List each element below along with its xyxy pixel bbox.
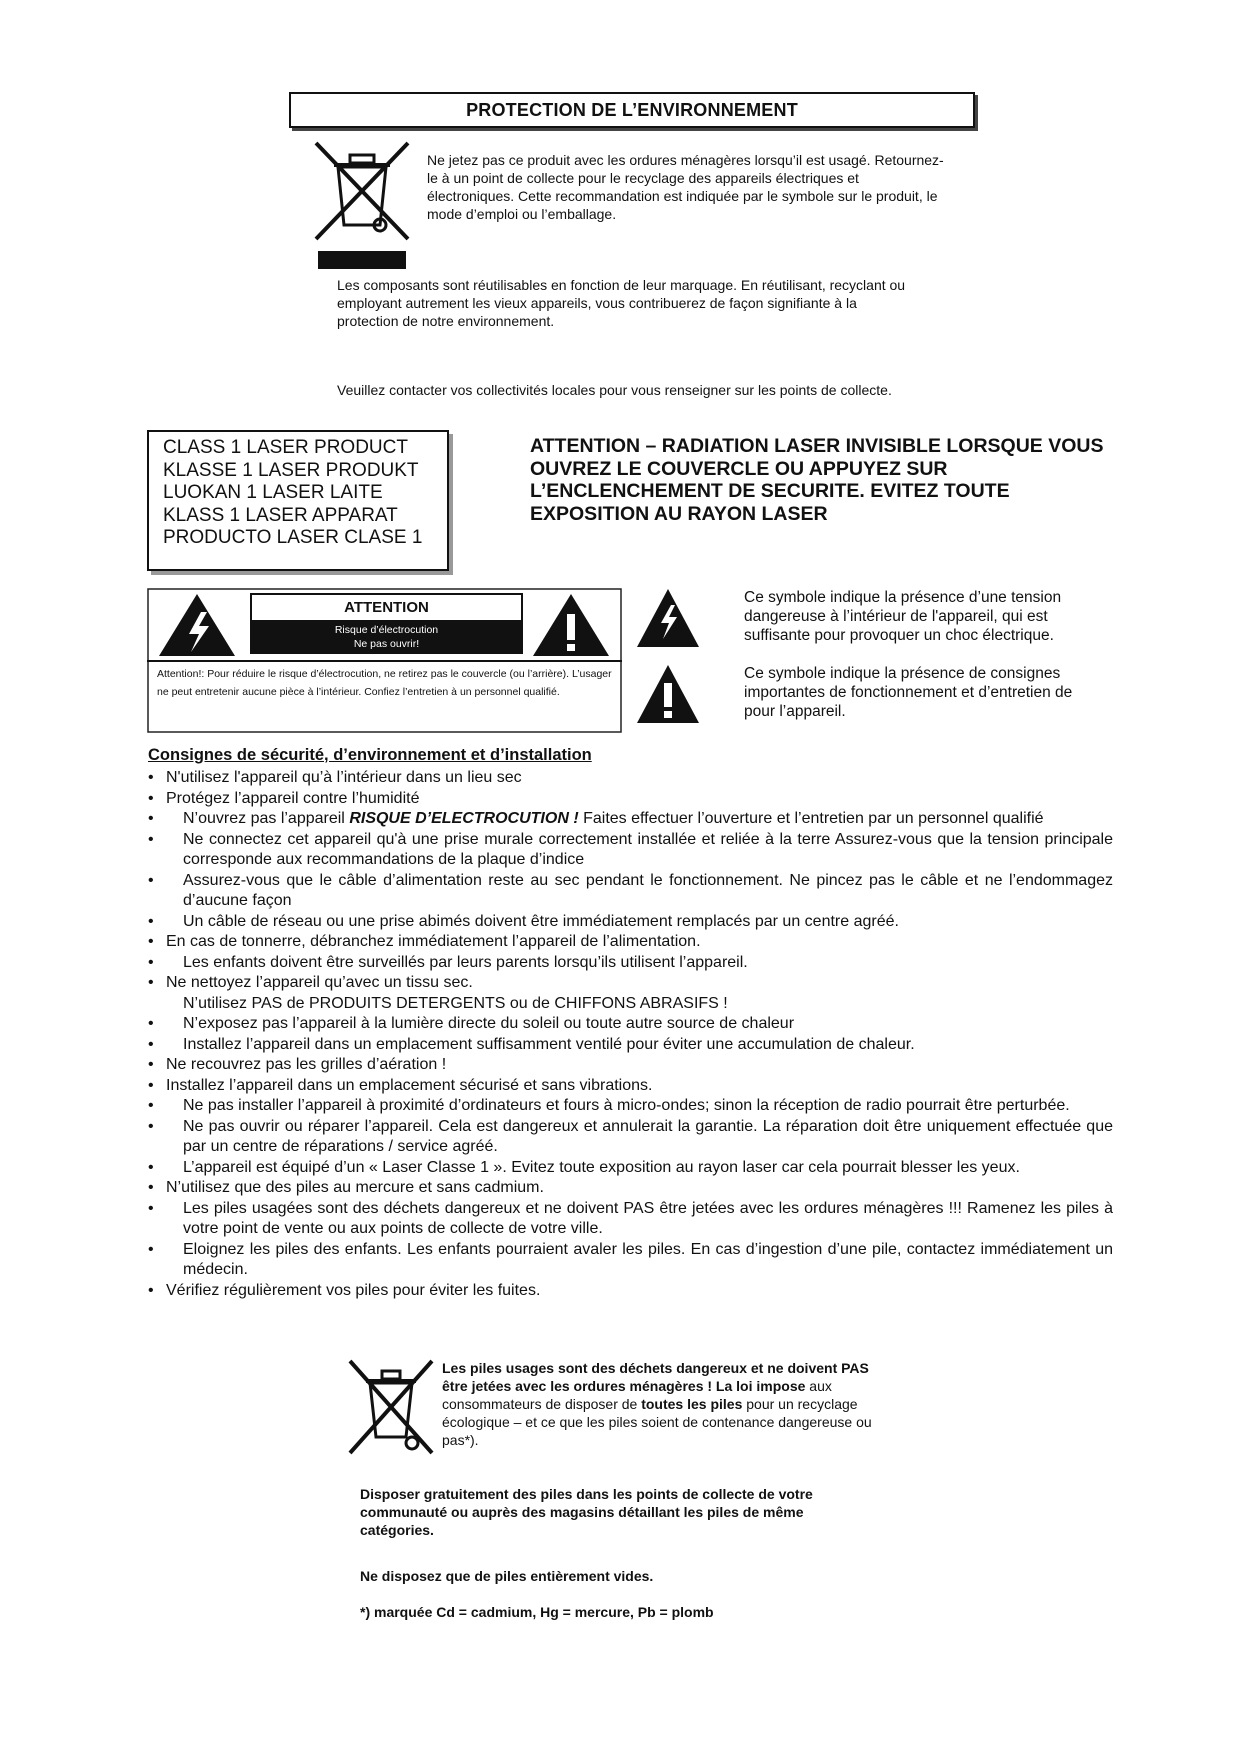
list-item: • Ne recouvrez pas les grilles d’aération ! — [148, 1055, 1113, 1076]
list-item: • N’ouvrez pas l’appareil RISQUE D’ELECTROCUTION ! Faites effectuer l’ouverture et l’entretien par un personnel qualifié — [148, 810, 1044, 827]
battery-normal-1: aux consommateurs de disposer de — [442, 1378, 832, 1412]
list-item-text: N’exposez pas l’appareil à la lumière directe du soleil ou toute autre source de chaleur — [183, 1015, 795, 1032]
divider — [147, 660, 622, 662]
list-item: • Les piles usagées sont des déchets dangereux et ne doivent PAS être jetées avec les ordures ménagères !!! Ramenez les piles à votre point de vente ou aux points de collecte de votre ville. — [148, 1199, 1113, 1240]
laser-line: PRODUCTO LASER CLASE 1 — [163, 527, 423, 548]
list-item-text: Les enfants doivent être surveillés par leurs parents lorsqu’ils utilisent l’appareil. — [183, 953, 748, 971]
list-item: • L’appareil est équipé d’un « Laser Classe 1 ». Evitez toute exposition au rayon laser car cela pourrait blesser les yeux. — [148, 1158, 1113, 1179]
list-item: • Vérifiez régulièrement vos piles pour éviter les fuites. — [148, 1281, 1113, 1302]
lightning-warning-icon — [637, 589, 699, 647]
list-item-text: Faites effectuer l’ouverture et l’entretien par un personnel qualifié — [583, 810, 1044, 827]
list-item: • Les enfants doivent être surveillés par leurs parents lorsqu’ils utilisent l’appareil. — [148, 953, 1113, 974]
list-item-text: Ne nettoyez l’appareil qu’avec un tissu sec. — [166, 974, 473, 991]
list-item-text: Les piles usagées sont des déchets dangereux et ne doivent PAS être jetées avec les ordures ménagères !!! Ramenez les piles à votre point de vente ou aux points de collecte de votre ville. — [183, 1199, 1113, 1237]
list-item-text: Ne pas installer l’appareil à proximité d’ordinateurs et fours à micro-ondes; sinon la réception de radio pourrait être perturbée. — [183, 1097, 1070, 1114]
list-item-text: Installez l’appareil dans un emplacement suffisamment ventilé pour éviter une accumulation de chaleur. — [183, 1035, 915, 1053]
list-item-text: N’utilisez que des piles au mercure et sans cadmium. — [166, 1179, 544, 1196]
list-item-text: Ne connectez cet appareil qu'à une prise murale correctement installée et reliée à la terre Assurez-vous que la tension principale corresponde aux recommandations de la plaque d’indice — [183, 830, 1113, 868]
exclamation-symbol-text: Ce symbole indique la présence de consignes importantes de fonctionnement et d’entretien de pour l’appareil. — [744, 665, 1073, 720]
list-item-text: En cas de tonnerre, débranchez immédiatement l’appareil de l’alimentation. — [166, 933, 701, 950]
black-bar — [318, 251, 406, 269]
battery-footnote-2: Ne disposez que de piles entièrement vides. — [360, 1568, 654, 1584]
laser-warning: ATTENTION – RADIATION LASER INVISIBLE LORSQUE VOUS OUVREZ LE COUVERCLE OU APPUYEZ SUR L’ENCLENCHEMENT DE SECURITE. EVITEZ TOUTE EXPOSITION AU RAYON LASER — [530, 435, 1104, 525]
list-item: • Assurez-vous que le câble d’alimentation reste au sec pendant le fonctionnement. Ne pincez pas le câble et ne l’endommagez d’aucune façon — [148, 871, 1113, 912]
list-item: • Installez l’appareil dans un emplacement sécurisé et sans vibrations. — [148, 1076, 1113, 1097]
laser-line: LUOKAN 1 LASER LAITE — [163, 482, 383, 503]
environment-paragraph-1: Ne jetez pas ce produit avec les ordures ménagères lorsqu’il est usagé. Retournez-le à un point de collecte pour le recyclage des appareils électriques et électroniques. Cette recommandation est indiquée par le symbole sur le produit, le mode d’emploi ou l’emballage. — [427, 152, 944, 222]
list-item-text: Assurez-vous que le câble d’alimentation reste au sec pendant le fonctionnement. Ne pincez pas le câble et ne l’endommagez d’aucune façon — [183, 871, 1113, 909]
list-item-continuation — [148, 994, 1113, 1015]
attention-small-text: Attention!: Pour réduire le risque d’électrocution, ne retirez pas le couvercle (ou l’arrière). L’usager ne peut entretenir aucune pièce à l’intérieur. Confiez l’entretien à un personnel qualifié. — [157, 668, 612, 698]
list-item: • Protégez l’appareil contre l’humidité — [148, 789, 1113, 810]
list-item-text: Installez l’appareil dans un emplacement sécurisé et sans vibrations. — [166, 1076, 653, 1094]
list-item-text: N'utilisez l'appareil qu’à l’intérieur dans un lieu sec — [166, 769, 522, 786]
list-item-text: N’utilisez PAS de PRODUITS DETERGENTS ou de CHIFFONS ABRASIFS ! — [183, 994, 728, 1012]
battery-crossed-bin-icon — [346, 1357, 436, 1457]
list-item: • N'utilisez l'appareil qu’à l’intérieur dans un lieu sec — [148, 768, 1113, 789]
list-item-emphasis: RISQUE D’ELECTROCUTION ! — [349, 810, 579, 827]
list-item-text: Un câble de réseau ou une prise abimés doivent être immédiatement remplacés par un centre agréé. — [183, 912, 899, 930]
list-item-text: Protégez l’appareil contre l’humidité — [166, 789, 420, 807]
battery-footnote-3: *) marquée Cd = cadmium, Hg = mercure, Pb = plomb — [360, 1604, 714, 1620]
laser-line: KLASSE 1 LASER PRODUKT — [163, 459, 419, 481]
attention-warning-line-2: Ne pas ouvrir! — [353, 638, 420, 650]
battery-normal-2: pour un recyclage écologique – et ce que les piles soient de contenance dangereuse ou pas*). — [442, 1396, 872, 1448]
list-item: • Un câble de réseau ou une prise abimés doivent être immédiatement remplacés par un centre agréé. — [148, 912, 1113, 933]
attention-title: ATTENTION — [250, 593, 523, 620]
laser-class-box — [147, 430, 449, 571]
list-item-text: Eloignez les piles des enfants. Les enfants pourraient avaler les piles. En cas d’ingestion d’une pile, contactez immédiatement un médecin. — [183, 1240, 1113, 1278]
environment-paragraph-3: Veuillez contacter vos collectivités locales pour vous renseigner sur les points de collecte. — [337, 382, 892, 398]
attention-warning-box — [250, 620, 523, 654]
list-item-text: Ne pas ouvrir ou réparer l’appareil. Cela est dangereux et annulerait la garantie. La réparation doit être uniquement effectuée que par un centre de réparations / service agréé. — [183, 1117, 1113, 1155]
list-item: • Ne connectez cet appareil qu'à une prise murale correctement installée et reliée à la terre Assurez-vous que la tension principale corresponde aux recommandations de la plaque d’indice — [148, 830, 1113, 871]
list-item: • Eloignez les piles des enfants. Les enfants pourraient avaler les piles. En cas d’ingestion d’une pile, contactez immédiatement un médecin. — [148, 1240, 1113, 1281]
safety-list — [148, 768, 1113, 1301]
lightning-symbol-text: Ce symbole indique la présence d’une tension dangereuse à l’intérieur de l'appareil, qui est suffisante pour provoquer un choc électrique. — [744, 589, 1062, 644]
list-item: • Installez l’appareil dans un emplacement suffisamment ventilé pour éviter une accumulation de chaleur. — [148, 1035, 1113, 1056]
attention-warning-line-1: Risque d’électrocution — [334, 624, 439, 636]
safety-title: Consignes de sécurité, d’environnement et d’installation — [148, 746, 592, 764]
list-item: • En cas de tonnerre, débranchez immédiatement l’appareil de l’alimentation. — [148, 932, 1113, 953]
environment-title: PROTECTION DE L’ENVIRONNEMENT — [289, 92, 975, 128]
exclamation-warning-icon — [637, 665, 699, 723]
laser-line: KLASS 1 LASER APPARAT — [163, 504, 398, 526]
list-item: • N’utilisez que des piles au mercure et sans cadmium. — [148, 1178, 1113, 1199]
environment-paragraph-2: Les composants sont réutilisables en fonction de leur marquage. En réutilisant, recyclant ou employant autrement les vieux appareils, vous contribuerez de façon signifiante à la protection de notre environnement. — [337, 277, 906, 329]
list-item-prefix: N’ouvrez pas l’appareil — [183, 810, 345, 827]
list-item: • Ne pas ouvrir ou réparer l’appareil. Cela est dangereux et annulerait la garantie. La réparation doit être uniquement effectuée que par un centre de réparations / service agréé. — [148, 1117, 1113, 1158]
battery-footnote-1: Disposer gratuitement des piles dans les points de collecte de votre communauté ou auprès des magasins détaillant les piles de même catégories. — [360, 1486, 813, 1538]
list-item: • Ne nettoyez l’appareil qu’avec un tissu sec. — [148, 973, 1113, 994]
crossed-bin-icon — [308, 137, 416, 245]
list-item-text: L’appareil est équipé d’un « Laser Classe 1 ». Evitez toute exposition au rayon laser car cela pourrait blesser les yeux. — [183, 1158, 1020, 1176]
battery-text — [442, 1359, 892, 1449]
battery-bold-2: toutes les piles — [641, 1396, 743, 1412]
list-item: • Ne pas installer l’appareil à proximité d’ordinateurs et fours à micro-ondes; sinon la réception de radio pourrait être perturbée. — [148, 1096, 1113, 1117]
list-item-text: Ne recouvrez pas les grilles d’aération ! — [166, 1056, 447, 1073]
battery-bold-1: Les piles usages sont des déchets dangereux et ne doivent PAS être jetées avec les ordures ménagères ! La loi impose — [442, 1360, 869, 1394]
list-item-text: Vérifiez régulièrement vos piles pour éviter les fuites. — [166, 1281, 541, 1299]
list-item: • N’exposez pas l’appareil à la lumière directe du soleil ou toute autre source de chaleur — [148, 1014, 1113, 1035]
laser-line: CLASS 1 LASER PRODUCT — [163, 437, 408, 458]
